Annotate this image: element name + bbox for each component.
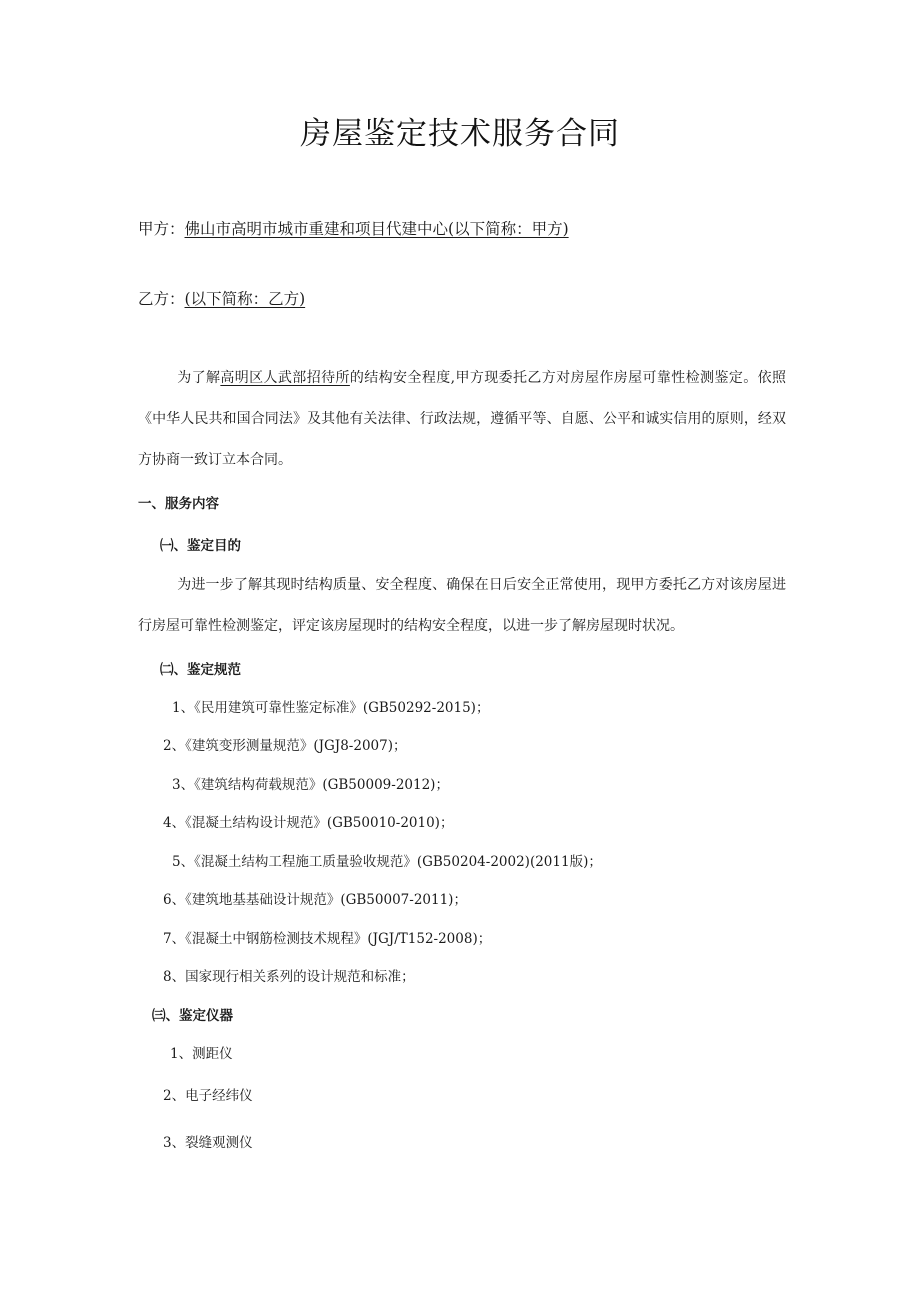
section-heading-service: 一、服务内容	[138, 496, 219, 512]
subsection-heading-standards: ㈡、鉴定规范	[160, 662, 241, 678]
standard-item: 1、《民用建筑可靠性鉴定标准》(GB50292-2015)；	[172, 700, 490, 716]
standard-item: 2、《建筑变形测量规范》(JGJ8-2007)；	[163, 738, 407, 754]
intro-subject: 高明区人武部招待所	[220, 370, 350, 386]
intro-rest: 的结构安全程度,甲方现委托乙方对房屋作房屋可靠性检测鉴定。依照《中华人民共和国合同法》及其他有关法律、行政法规，遵循平等、自愿、公平和诚实信用的原则，经双方协商一致订立本合同。	[138, 370, 787, 468]
subsection-heading-purpose: ㈠、鉴定目的	[160, 538, 241, 554]
standard-item: 3、《建筑结构荷载规范》(GB50009-2012)；	[172, 777, 449, 793]
party-b-label: 乙方：	[138, 290, 185, 308]
party-a-label: 甲方：	[138, 220, 185, 238]
standard-item: 8、国家现行相关系列的设计规范和标准；	[163, 969, 415, 985]
party-a-line	[138, 218, 569, 240]
intro-prefix: 为了解	[177, 370, 221, 386]
standard-item: 6、《建筑地基基础设计规范》(GB50007-2011)；	[163, 892, 467, 908]
standard-item: 4、《混凝土结构设计规范》(GB50010-2010)；	[163, 815, 454, 831]
subsection-heading-instruments: ㈢、鉴定仪器	[152, 1008, 233, 1024]
page-title: 房屋鉴定技术服务合同	[300, 116, 620, 152]
standard-item: 5、《混凝土结构工程施工质量验收规范》(GB50204-2002)(2011版)；	[172, 854, 602, 870]
instrument-item: 3、裂缝观测仪	[163, 1135, 253, 1151]
purpose-paragraph: 为进一步了解其现时结构质量、安全程度、确保在日后安全正常使用，现甲方委托乙方对该房屋进行房屋可靠性检测鉴定，评定该房屋现时的结构安全程度，以进一步了解房屋现时状况。	[138, 577, 786, 634]
party-a-value: 佛山市高明市城市重建和项目代建中心(以下简称：甲方)	[184, 220, 569, 238]
standard-item: 7、《混凝土中钢筋检测技术规程》(JGJ/T152-2008)；	[163, 931, 492, 947]
instrument-item: 2、电子经纬仪	[163, 1088, 253, 1104]
party-b-line	[138, 288, 305, 310]
party-b-value: (以下简称：乙方)	[184, 290, 306, 308]
instrument-item: 1、测距仪	[170, 1046, 233, 1062]
intro-paragraph	[138, 358, 786, 481]
